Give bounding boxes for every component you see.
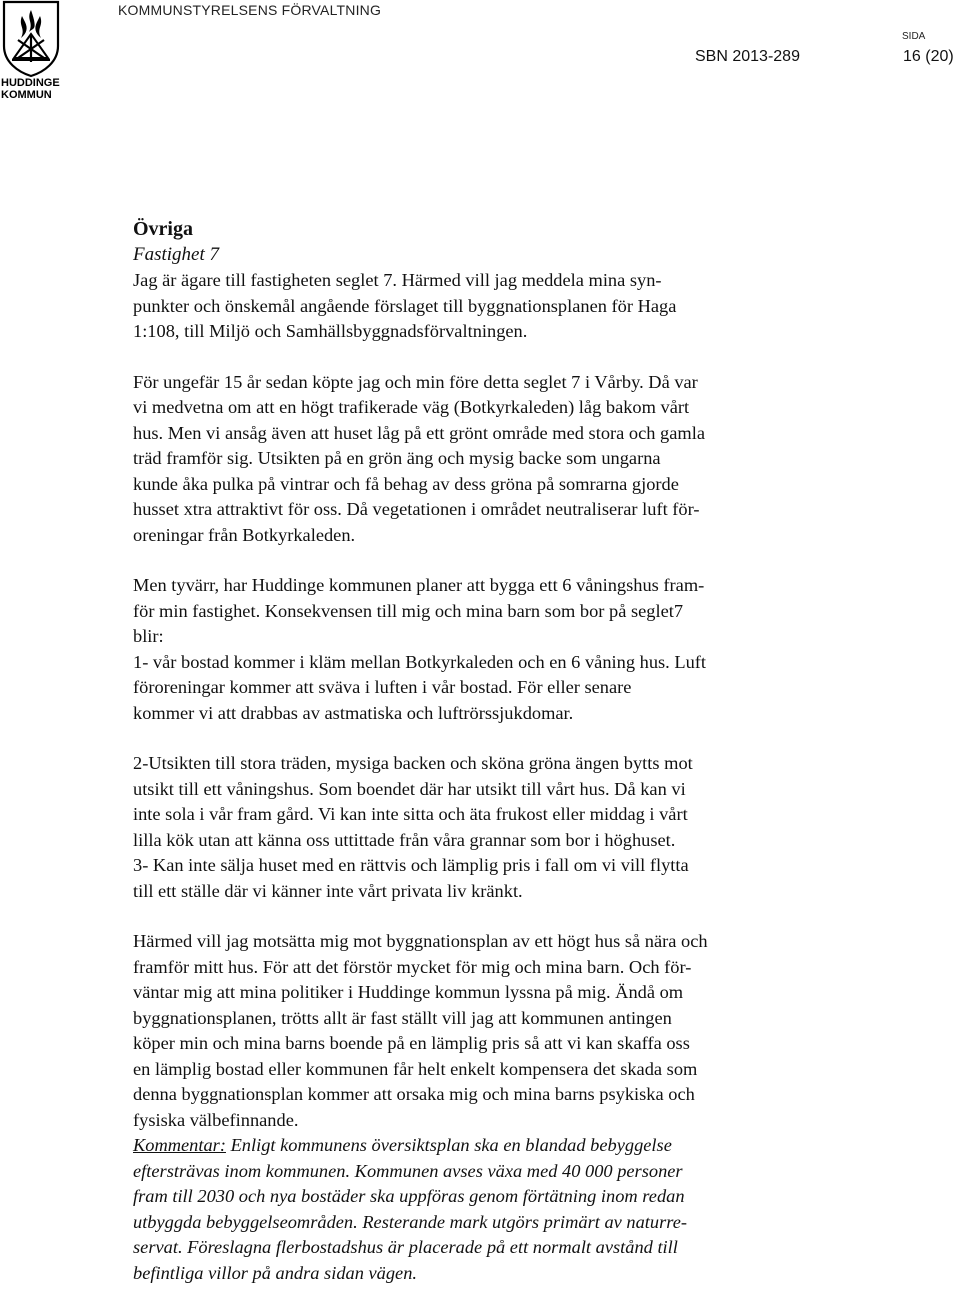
text-line: hus. Men vi ansåg även att huset låg på ett grönt område med stora och gamla <box>133 422 705 443</box>
document-body <box>133 216 823 1286</box>
comment-line: servat. Föreslagna flerbostadshus är placerade på ett normalt avstånd till <box>133 1237 678 1257</box>
comment-line: befintliga villor på andra sidan vägen. <box>133 1262 418 1283</box>
text-line: Härmed vill jag motsätta mig mot byggnationsplan av ett högt hus så nära och <box>133 931 708 951</box>
organization-name: KOMMUNSTYRELSENS FÖRVALTNING <box>118 2 382 18</box>
comment-line: fram till 2030 och nya bostäder ska uppföras genom förtätning inom redan <box>133 1186 685 1206</box>
text-line: oreningar från Botkyrkaleden. <box>133 524 356 545</box>
paragraph-4 <box>133 751 823 904</box>
text-line: För ungefär 15 år sedan köpte jag och min före detta seglet 7 i Vårby. Då var <box>133 371 698 392</box>
municipality-comment <box>133 1133 823 1286</box>
text-line: fysiska välbefinnande. <box>133 1109 299 1130</box>
text-line: Jag är ägare till fastigheten seglet 7. Härmed vill jag meddela mina syn- <box>133 270 662 290</box>
text-line: föroreningar kommer att sväva i luften i vår bostad. För eller senare <box>133 677 632 697</box>
text-line: Men tyvärr, har Huddinge kommunen planer att bygga ett 6 våningshus fram- <box>133 575 705 595</box>
text-line: vi medvetna om att en högt trafikerade väg (Botkyrkaleden) låg bakom vårt <box>133 397 690 417</box>
paragraph-2 <box>133 370 823 549</box>
comment-line: eftersträvas inom kommunen. Kommunen avses växa med 40 000 personer <box>133 1160 683 1181</box>
comment-label: Kommentar: <box>133 1135 226 1155</box>
property-subheading: Fastighet 7 <box>133 244 220 265</box>
coat-of-arms-icon <box>0 0 64 78</box>
paragraph-5 <box>133 929 823 1133</box>
text-line: utsikt till ett våningshus. Som boendet där har utsikt till vårt hus. Då kan vi <box>133 778 686 799</box>
text-line: byggnationsplanen, trötts allt är fast ställt vill jag att kommunen antingen <box>133 1007 672 1028</box>
section-heading: Övriga <box>133 218 193 240</box>
diary-number: SBN 2013-289 <box>695 48 800 65</box>
text-line: inte sola i vår fram gård. Vi kan inte sitta och äta frukost eller middag i vårt <box>133 804 688 824</box>
comment-first-line <box>133 1133 823 1159</box>
comment-line: utbyggda bebyggelseområden. Resterande mark utgörs primärt av naturre- <box>133 1211 688 1232</box>
text-line: denna byggnationsplan kommer att orsaka mig och mina barns psykiska och <box>133 1084 695 1104</box>
text-line: köper min och mina barns boende på en lämplig pris så att vi kan skaffa oss <box>133 1033 690 1053</box>
text-line: lilla kök utan att känna oss uttittade från våra grannar som bor i höghuset. <box>133 829 676 850</box>
text-line: 3- Kan inte sälja huset med en rättvis och lämplig pris i fall om vi vill flytta <box>133 855 689 875</box>
text-line: kunde åka pulka på vintrar och få behag av dess gröna på somrarna gjorde <box>133 473 679 494</box>
huddinge-logo <box>0 0 64 106</box>
text-line: en lämplig bostad eller kommunen får helt enkelt kompensera det skada som <box>133 1058 698 1079</box>
text-line: blir: <box>133 626 164 646</box>
text-line: väntar mig att mina politiker i Huddinge kommun lyssna på mig. Ändå om <box>133 982 684 1002</box>
paragraph-3 <box>133 573 823 726</box>
text-line: för min fastighet. Konsekvensen till mig och mina barn som bor på seglet7 <box>133 600 684 621</box>
text-line: framför mitt hus. För att det förstör mycket för mig och mina barn. Och för- <box>133 956 692 977</box>
text-line: kommer vi att drabbas av astmatiska och luftrörssjukdomar. <box>133 702 574 723</box>
text-line: husset xtra attraktivt för oss. Då vegetationen i området neutraliserar luft för- <box>133 499 700 519</box>
comment-text: Enligt kommunens översiktsplan ska en blandad bebyggelse <box>225 1135 672 1155</box>
page-number: 16 (20) <box>903 48 954 65</box>
text-line: 2-Utsikten till stora träden, mysiga backen och sköna gröna ängen bytts mot <box>133 753 693 773</box>
text-line: träd framför sig. Utsikten på en grön äng och mysig backe som ungarna <box>133 448 661 468</box>
text-line: till ett ställe där vi känner inte vårt privata liv kränkt. <box>133 880 523 901</box>
text-line: 1- vår bostad kommer i kläm mellan Botkyrkaleden och en 6 våning hus. Luft <box>133 651 707 672</box>
logo-text-line2: KOMMUN <box>1 89 52 101</box>
text-line: punkter och önskemål angående förslaget till byggnationsplanen för Haga <box>133 295 677 316</box>
text-line: 1:108, till Miljö och Samhällsbyggnadsförvaltningen. <box>133 321 528 341</box>
logo-text-line1: HUDDINGE <box>1 77 60 89</box>
paragraph-1 <box>133 268 823 345</box>
page-label: SIDA <box>902 31 926 42</box>
